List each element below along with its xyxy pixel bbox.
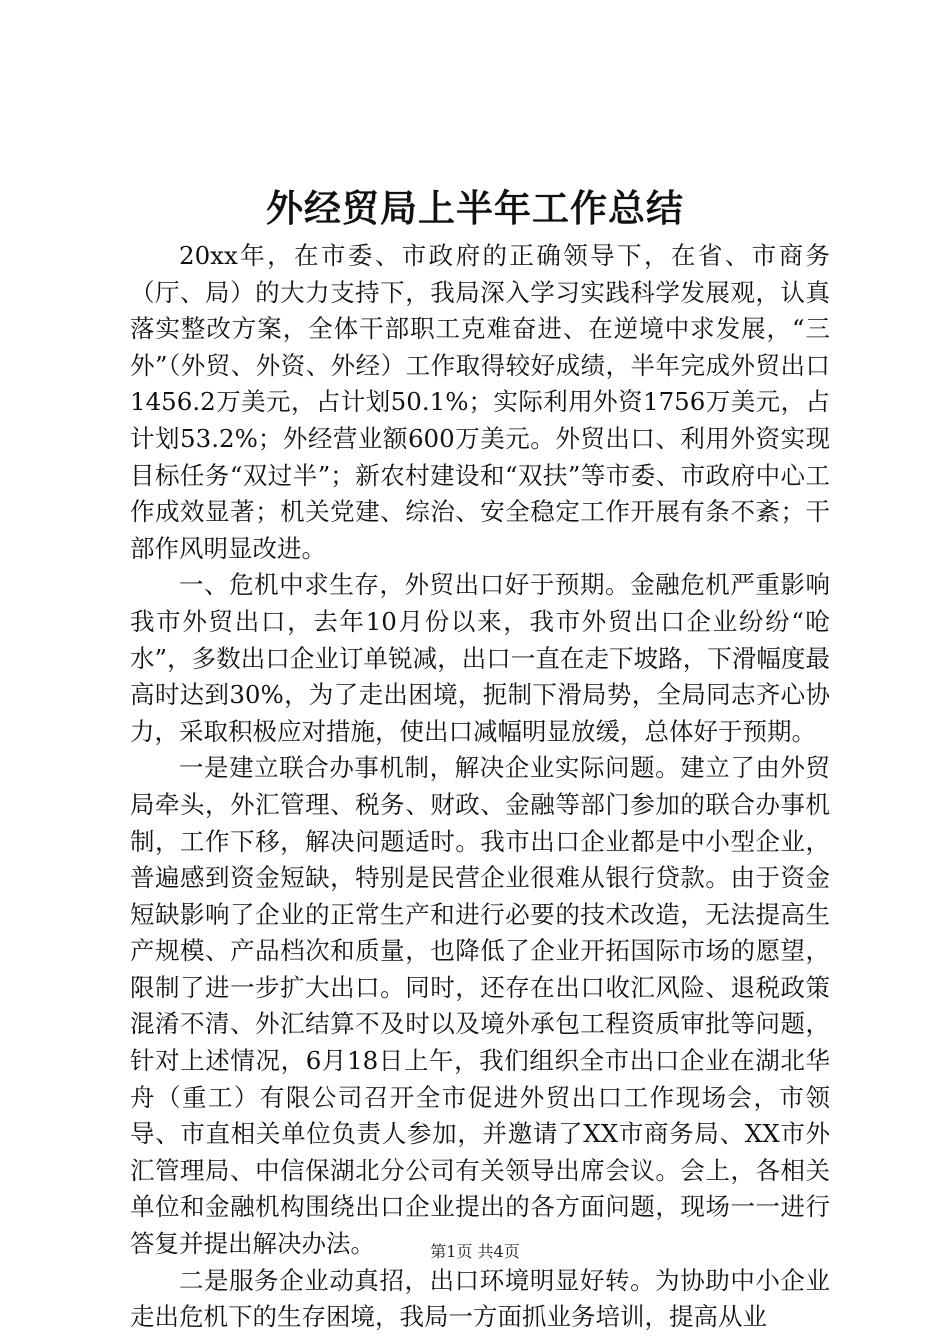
paragraph-point-two: 二是服务企业动真招，出口环境明显好转。为协助中小企业走出危机下的生存困境，我局一方面抓业务培训，提高从业	[130, 1265, 830, 1332]
document-title: 外经贸局上半年工作总结	[266, 186, 684, 230]
paragraph-section-one: 一、危机中求生存，外贸出口好于预期。金融危机严重影响我市外贸出口，去年10月份以来，我市外贸出口企业纷纷“呛水”，多数出口企业订单锐减，出口一直在走下坡路，下滑幅度最高时达到30%，为了走出困境，扼制下滑局势，全局同志齐心协力，采取积极应对措施，使出口减幅明显放缓，总体好于预期。	[130, 570, 830, 746]
document-body	[130, 238, 830, 1336]
paragraph-point-one: 一是建立联合办事机制，解决企业实际问题。建立了由外贸局牵头，外汇管理、税务、财政、金融等部门参加的联合办事机制，工作下移，解决问题适时。我市出口企业都是中小型企业，普遍感到资金短缺，特别是民营企业很难从银行贷款。由于资金短缺影响了企业的正常生产和进行必要的技术改造，无法提高生产规模、产品档次和质量，也降低了企业开拓国际市场的愿望，限制了进一步扩大出口。同时，还存在出口收汇风险、退税政策混淆不清、外汇结算不及时以及境外承包工程资质审批等问题，针对上述情况，6月18日上午，我们组织全市出口企业在湖北华舟（重工）有限公司召开全市促进外贸出口工作现场会，市领导、市直相关单位负责人参加，并邀请了XX市商务局、XX市外汇管理局、中信保湖北分公司有关领导出席会议。会上，各相关单位和金融机构围绕出口企业提出的各方面问题，现场一一进行答复并提出解决办法。	[130, 753, 830, 1259]
paragraph-intro: 20xx年，在市委、市政府的正确领导下，在省、市商务（厅、局）的大力支持下，我局深入学习实践科学发展观，认真落实整改方案，全体干部职工克难奋进、在逆境中求发展，“三外”（外贸、外资、外经）工作取得较好成绩，半年完成外贸出口1456.2万美元，占计划50.1%；实际利用外资1756万美元，占计划53.2%；外经营业额600万美元。外贸出口、利用外资实现目标任务“双过半”；新农村建设和“双扶”等市委、市政府中心工作成效显著；机关党建、综治、安全稳定工作开展有条不紊；干部作风明显改进。	[130, 241, 830, 563]
page-footer: 第1页 共4页	[430, 1242, 520, 1261]
